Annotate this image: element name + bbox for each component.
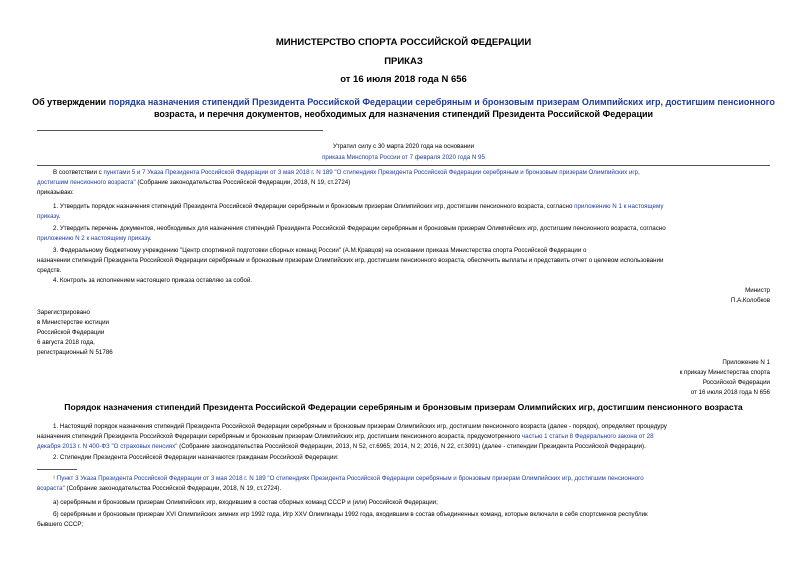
pension-law-link-cont[interactable]: декабря 2013 г. N 400-ФЗ "О страховых пенсиях" bbox=[37, 443, 178, 450]
pension-law-link[interactable]: частью 1 статьи 8 Федерального закона от 28 bbox=[521, 433, 654, 440]
appendix-line: от 16 июля 2018 года N 656 bbox=[690, 389, 770, 396]
appendix-1-link[interactable]: приложению N 1 к настоящему bbox=[574, 203, 664, 210]
preamble-text-b: (Собрание законодательства Российской Федерации, 2018, N 19, ст.2724) bbox=[135, 179, 351, 186]
registration-line: регистрационный N 51786 bbox=[37, 349, 113, 356]
appendix-line: к приказу Министерства спорта bbox=[679, 369, 770, 376]
expired-line-1: Утратил силу с 30 марта 2020 года на основании bbox=[332, 143, 475, 150]
appendix-2-link[interactable]: приложению N 2 к настоящему приказу bbox=[37, 235, 150, 242]
appendix-1-link-cont[interactable]: приказу bbox=[37, 213, 59, 220]
order-p1-line-1: 1. Настоящий порядок назначения стипендий Президента Российской Федерации серебряным и бронзовым призерам Олимпийских игр, достигшим пенсионного возраста (далее - порядок), определяет процедуру bbox=[53, 423, 667, 430]
item-3 bbox=[37, 246, 770, 276]
decree-link-cont[interactable]: достигшим пенсионного возраста" bbox=[37, 179, 136, 186]
item-2-text: 2. Утвердить перечень документов, необходимых для назначения стипендий Президента Российской Федерации серебряным и бронзовым призерам Олимпийских игр, достигшим пенсионного возраста, согласно bbox=[53, 225, 666, 232]
preamble-text-a: В соответствии с bbox=[53, 169, 104, 176]
registration-line: Российской Федерации bbox=[37, 329, 105, 336]
footnote-decree-link-cont[interactable]: возраста" bbox=[37, 485, 65, 492]
doc-type-heading: ПРИКАЗ bbox=[384, 56, 423, 67]
expired-order-link[interactable]: приказа Минспорта России от 7 февраля 2020 года N 95 bbox=[322, 154, 485, 161]
registration-line: в Министерстве юстиции bbox=[37, 319, 110, 326]
order-word: приказываю: bbox=[37, 189, 74, 196]
item-1-end: . bbox=[58, 213, 61, 220]
preamble bbox=[37, 168, 770, 198]
footnote-marker-link[interactable]: ¹ bbox=[53, 475, 56, 482]
item-2 bbox=[37, 224, 770, 244]
title-suffix: возраста, и перечня документов, необходимых для назначения стипендий Президента Российской Федерации bbox=[153, 109, 654, 119]
appendix-title: Порядок назначения стипендий Президента Российской Федерации серебряным и бронзовым призерам Олимпийских игр, достигшим пенсионного возраста bbox=[64, 402, 743, 412]
footnote-decree-link[interactable]: Пункт 3 Указа Президента Российской Федерации от 3 мая 2018 г. N 189 "О стипендиях Президента Российской Федерации серебряным и бронзовым призерам Олимпийских игр, достигшим пенсионного bbox=[56, 475, 644, 482]
item-4: 4. Контроль за исполнением настоящего приказа оставляю за собой. bbox=[53, 277, 253, 284]
footnote-marker bbox=[37, 475, 57, 482]
subitem-b-line-1: б) серебряным и бронзовым призерам XVI Олимпийских зимних игр 1992 года, Игр XXV Олимпиады 1992 года, входившим в состав объединенных команд, которые включали в себя спортсменов республик bbox=[53, 511, 648, 518]
signature-position: Министр bbox=[745, 287, 770, 294]
title-prefix: Об утверждении bbox=[32, 97, 109, 107]
title-divider bbox=[37, 130, 323, 131]
registration-block bbox=[37, 308, 113, 358]
item-1-text: 1. Утвердить порядок назначения стипендий Президента Российской Федерации серебряным и бронзовым призерам Олимпийских игр, достигшим пенсионного возраста, согласно bbox=[53, 203, 575, 210]
document-title bbox=[0, 96, 807, 120]
title-order-link[interactable]: порядка назначения стипендий Президента Российской Федерации серебряным и бронзовым призерам Олимпийских игр, достигшим пенсионного bbox=[108, 97, 775, 107]
item-3-line-3: средств. bbox=[37, 267, 62, 274]
footnote-rest: (Собрание законодательства Российской Федерации, 2018, N 19, ст.2724). bbox=[64, 485, 282, 492]
expired-notice bbox=[0, 141, 807, 163]
registration-line: 6 августа 2018 года, bbox=[37, 339, 95, 346]
notice-divider bbox=[37, 165, 770, 166]
appendix-line: Приложение N 1 bbox=[722, 359, 770, 366]
doc-date-heading: от 16 июля 2018 года N 656 bbox=[340, 74, 467, 85]
registration-line: Зарегистрировано bbox=[37, 309, 90, 316]
subitem-b bbox=[37, 510, 770, 530]
decree-link[interactable]: пунктами 5 и 7 Указа Президента Российской Федерации от 3 мая 2018 г. N 189 "О стипендиях Президента Российской Федерации серебряным и бронзовым призерам Олимпийских игр, bbox=[103, 169, 640, 176]
order-p1-line-3: (Собрание законодательства Российской Федерации, 2013, N 52, ст.6965; 2014, N 2; 2016, N 22, ст.3091) (далее - стипендии Президента Российской Федерации). bbox=[177, 443, 646, 450]
item-3-line-1: 3. Федеральному бюджетному учреждению "Центр спортивной подготовки сборных команд России" (А.М.Кравцов) на основании приказа Министерства спорта Российской Федерации о bbox=[53, 247, 587, 254]
signature-name: П.А.Колобков bbox=[730, 297, 770, 304]
footnote bbox=[37, 474, 770, 494]
order-paragraph-2: 2. Стипендии Президента Российской Федерации назначаются гражданам Российской Федерации: bbox=[53, 454, 339, 461]
item-2-end: . bbox=[149, 235, 152, 242]
item-3-line-2: назначении стипендий Президента Российской Федерации серебряным и бронзовым призерам Олимпийских игр, достигшим пенсионного возраста, обеспечить выплаты и представить отчет о целевом использовании bbox=[37, 257, 664, 264]
order-paragraph-1 bbox=[37, 422, 770, 452]
subitem-b-line-2: бывшего СССР; bbox=[37, 521, 84, 528]
appendix-block bbox=[560, 358, 770, 398]
subitem-a: а) серебряным и бронзовым призерам Олимпийских игр, входившим в состав сборных команд СССР и (или) Российской Федерации; bbox=[53, 499, 438, 506]
footnote-divider bbox=[37, 469, 77, 470]
ministry-heading: МИНИСТЕРСТВО СПОРТА РОССИЙСКОЙ ФЕДЕРАЦИИ bbox=[275, 37, 532, 48]
item-1 bbox=[37, 202, 770, 222]
order-p1-line-2: назначения стипендий Президента Российской Федерации серебряным и бронзовым призерам Олимпийских игр, достигшим пенсионного возраста, предусмотренного bbox=[37, 433, 522, 440]
appendix-line: Российской Федерации bbox=[702, 379, 770, 386]
